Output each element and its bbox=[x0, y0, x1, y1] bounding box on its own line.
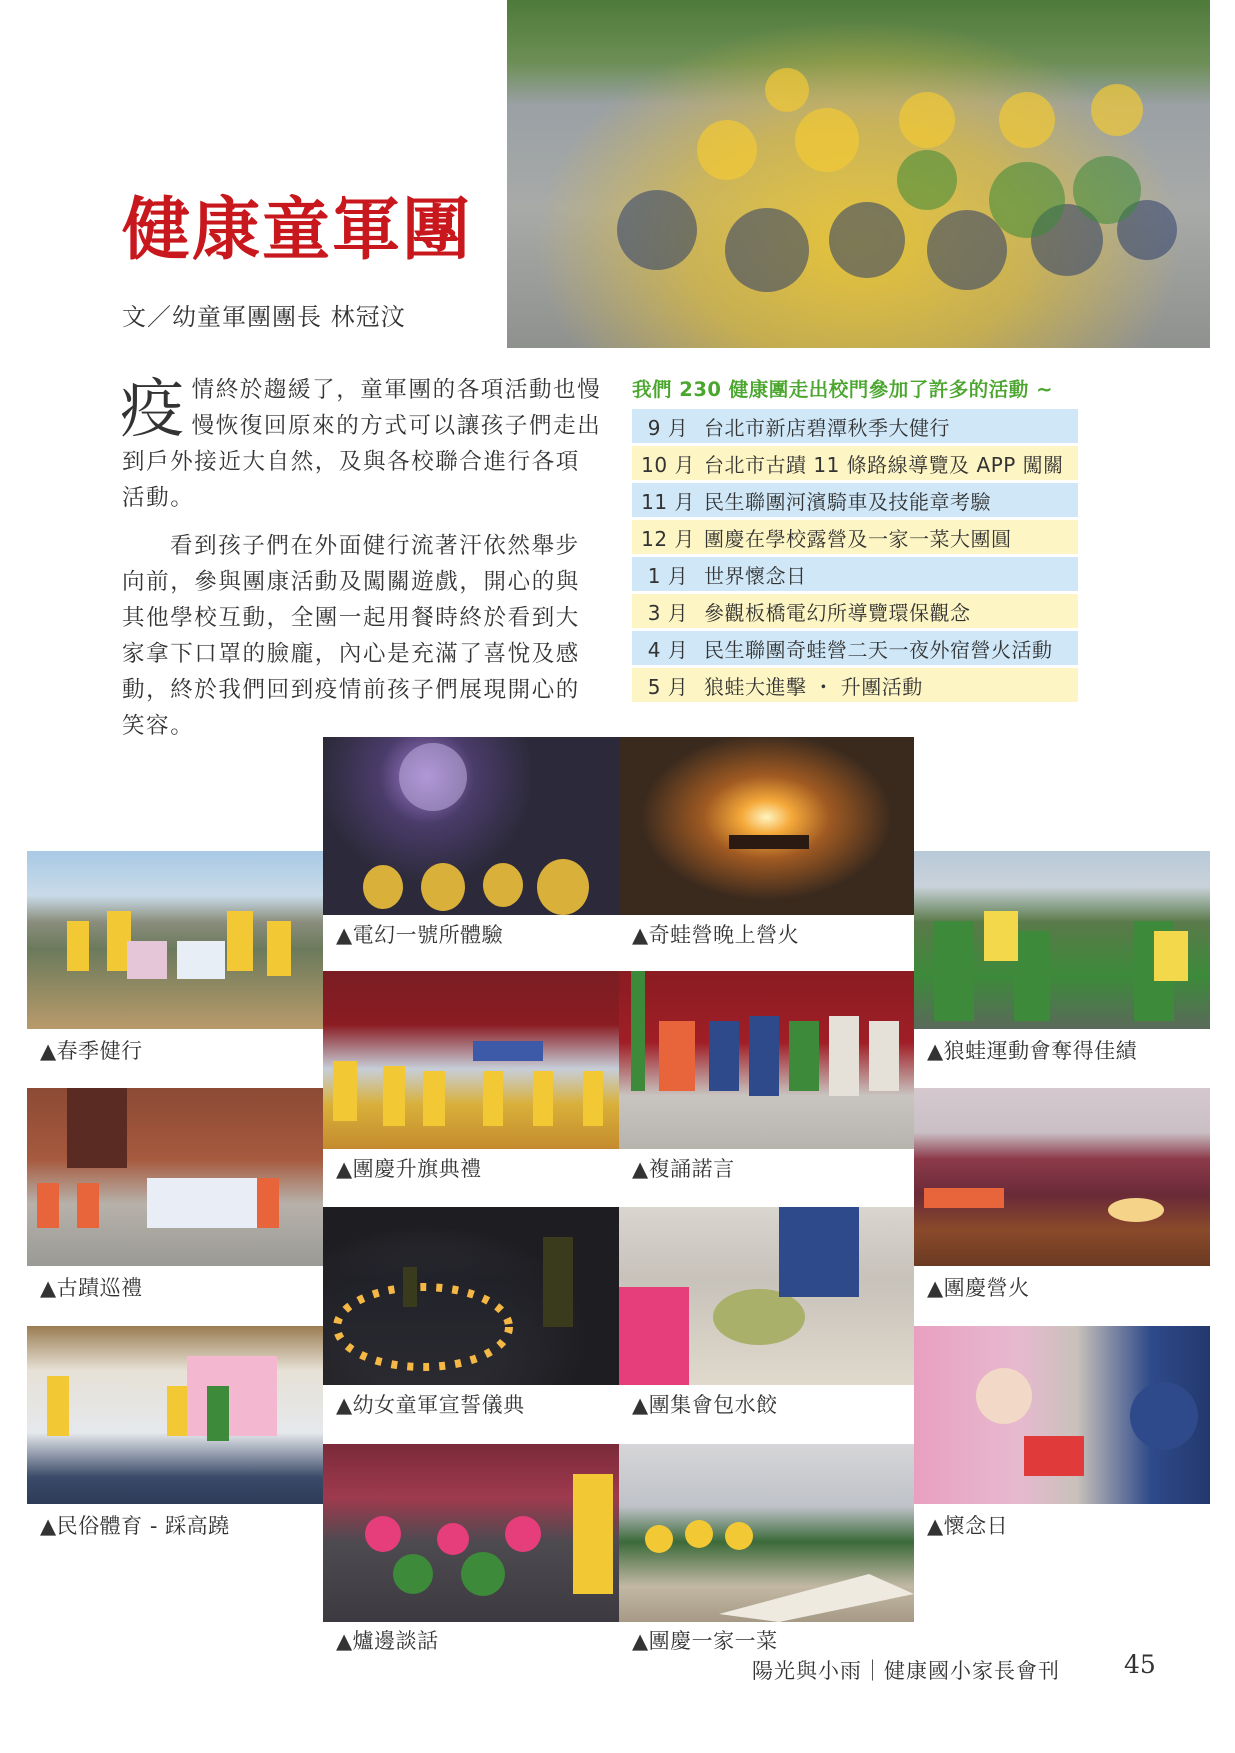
photo-dianhuan bbox=[323, 737, 619, 915]
campfire-shapes bbox=[619, 737, 914, 915]
caption-anniversary-campfire: ▲團慶營火 bbox=[927, 1276, 1030, 1300]
activity-row bbox=[632, 557, 1078, 591]
activity-row bbox=[632, 594, 1078, 628]
page-number: 45 bbox=[1124, 1650, 1156, 1679]
photo-stilts bbox=[27, 1326, 323, 1504]
photo-promise bbox=[619, 971, 914, 1149]
activity-month: 5 月 bbox=[647, 674, 689, 699]
activity-month: 9 月 bbox=[647, 415, 689, 440]
activity-row bbox=[632, 446, 1078, 480]
activity-month: 11 月 bbox=[641, 489, 695, 514]
activity-text: 團慶在學校露營及一家一菜大團圓 bbox=[704, 526, 1012, 551]
dianhuan-shapes bbox=[323, 737, 619, 915]
activity-month: 12 月 bbox=[641, 526, 695, 551]
caption-heritage: ▲古蹟巡禮 bbox=[40, 1276, 143, 1300]
photo-heritage bbox=[27, 1088, 323, 1266]
activity-month: 1 月 bbox=[647, 563, 689, 588]
caption-fireside: ▲爐邊談話 bbox=[336, 1629, 439, 1653]
photo-anniversary-campfire bbox=[914, 1088, 1210, 1266]
article-title: 健康童軍團 bbox=[122, 190, 473, 270]
activity-row bbox=[632, 520, 1078, 554]
photo-fireside bbox=[323, 1444, 619, 1622]
activity-month: 4 月 bbox=[647, 637, 689, 662]
caption-potluck: ▲團慶一家一菜 bbox=[632, 1629, 778, 1653]
promise-shapes bbox=[619, 971, 914, 1149]
activity-text: 世界懷念日 bbox=[704, 563, 807, 588]
caption-flag: ▲團慶升旗典禮 bbox=[336, 1157, 482, 1181]
activity-row bbox=[632, 483, 1078, 517]
caption-spring-hike: ▲春季健行 bbox=[40, 1039, 143, 1063]
photo-spring-hike bbox=[27, 851, 323, 1029]
activities-heading: 我們 230 健康團走出校門參加了許多的活動 ~ bbox=[632, 378, 1053, 401]
photo-dumplings bbox=[619, 1207, 914, 1385]
paragraph-1-text: 情終於趨緩了，童軍團的各項活動也慢慢恢復回原來的方式可以讓孩子們走出到戶外接近大自然，及與各校聯合進行各項活動。 bbox=[122, 377, 602, 511]
activity-row bbox=[632, 631, 1078, 665]
second-paragraph bbox=[122, 528, 602, 744]
caption-thinking-day: ▲懷念日 bbox=[927, 1514, 1009, 1538]
activity-month: 10 月 bbox=[641, 452, 695, 477]
heritage-shapes bbox=[27, 1088, 323, 1266]
photo-potluck bbox=[619, 1444, 914, 1622]
intro-paragraph bbox=[122, 372, 602, 516]
hero-group-photo bbox=[507, 0, 1210, 348]
activity-text: 參觀板橋電幻所導覽環保觀念 bbox=[704, 600, 971, 625]
activity-month: 3 月 bbox=[647, 600, 689, 625]
photo-oath-ceremony bbox=[323, 1207, 619, 1385]
caption-oath-ceremony: ▲幼女童軍宣誓儀典 bbox=[336, 1393, 525, 1417]
activity-text: 民生聯團河濱騎車及技能章考驗 bbox=[704, 489, 991, 514]
photo-flag bbox=[323, 971, 619, 1149]
thinking-day-shapes bbox=[914, 1326, 1210, 1504]
flag-shapes bbox=[323, 971, 619, 1149]
potluck-shapes bbox=[619, 1444, 914, 1622]
activity-text: 台北市新店碧潭秋季大健行 bbox=[704, 415, 950, 440]
fireside-shapes bbox=[323, 1444, 619, 1622]
photo-sports-day bbox=[914, 851, 1210, 1029]
activity-row bbox=[632, 668, 1078, 702]
caption-sports-day: ▲狼蛙運動會奪得佳績 bbox=[927, 1039, 1138, 1063]
caption-campfire-night: ▲奇蛙營晚上營火 bbox=[632, 923, 800, 947]
anniversary-campfire-shapes bbox=[914, 1088, 1210, 1266]
caption-promise: ▲複誦諾言 bbox=[632, 1157, 735, 1181]
photo-thinking-day bbox=[914, 1326, 1210, 1504]
activity-text: 台北市古蹟 11 條路線導覽及 APP 闖關 bbox=[704, 452, 1064, 477]
sports-day-shapes bbox=[914, 851, 1210, 1029]
hero-photo-shapes bbox=[507, 0, 1210, 348]
drop-cap: 疫 bbox=[120, 373, 186, 447]
caption-dianhuan: ▲電幻一號所體驗 bbox=[336, 923, 504, 947]
oath-shapes bbox=[323, 1207, 619, 1385]
paragraph-2-text: 看到孩子們在外面健行流著汗依然舉步向前，參與團康活動及闖關遊戲，開心的與其他學校互動，全團一起用餐時終於看到大家拿下口罩的臉龐，內心是充滿了喜悅及感動，終於我們回到疫情前孩子們展現開心的笑容。 bbox=[122, 533, 580, 739]
photo-campfire-night bbox=[619, 737, 914, 915]
activity-text: 民生聯團奇蛙營二天一夜外宿營火活動 bbox=[704, 637, 1053, 662]
activities-table bbox=[632, 409, 1078, 705]
activity-text: 狼蛙大進擊 ・ 升團活動 bbox=[704, 674, 923, 699]
caption-stilts: ▲民俗體育 - 踩高蹺 bbox=[40, 1514, 230, 1538]
stilts-shapes bbox=[27, 1326, 323, 1504]
caption-dumplings: ▲團集會包水餃 bbox=[632, 1393, 778, 1417]
activity-row bbox=[632, 409, 1078, 443]
spring-hike-shapes bbox=[27, 851, 323, 1029]
dumplings-shapes bbox=[619, 1207, 914, 1385]
article-byline: 文／幼童軍團團長 林冠汶 bbox=[122, 303, 406, 331]
publication-footer: 陽光與小雨｜健康國小家長會刊 bbox=[752, 1659, 1060, 1683]
